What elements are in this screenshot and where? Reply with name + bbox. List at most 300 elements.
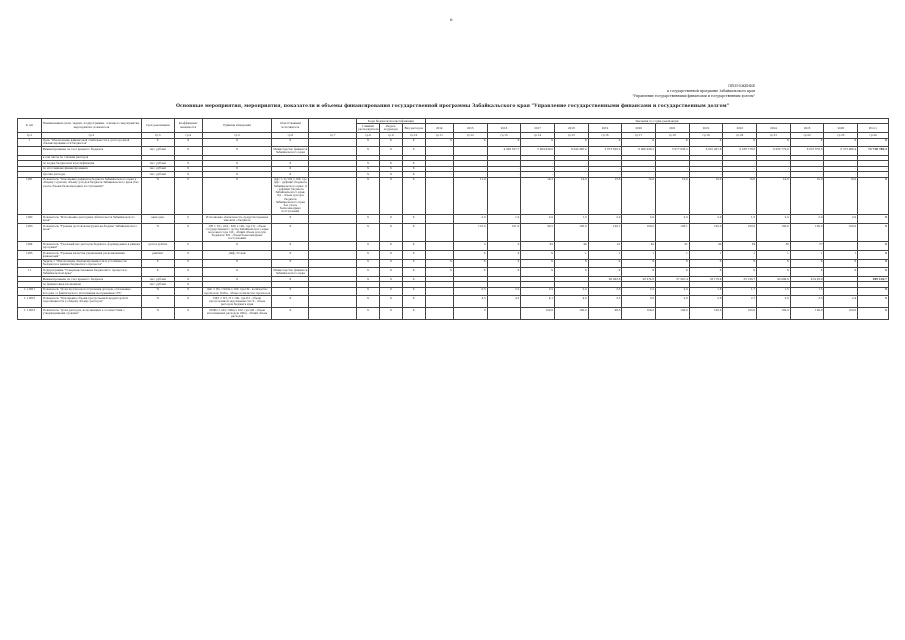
row-kbk: X <box>379 276 402 281</box>
row-year-value: 1,8 <box>689 287 723 296</box>
row-year-value: X <box>521 259 555 268</box>
row-year-value: 38 <box>757 242 791 251</box>
row-year-value: X <box>723 259 757 268</box>
row-weight: X <box>174 287 202 296</box>
row-year-value: 2,0 <box>521 215 555 224</box>
column-number: гр.21 <box>757 133 791 138</box>
row-year-value: 1 <box>824 250 858 259</box>
row-kbk: X <box>402 215 425 224</box>
row-name: Показатель "Уровень качества управления региональными финансами" <box>41 250 141 259</box>
row-kbk: X <box>402 147 425 156</box>
row-resp: X <box>272 223 309 241</box>
row-kbk: X <box>357 287 380 296</box>
header-year: 2022 <box>689 124 723 133</box>
row-impl: рейтинг <box>141 250 174 259</box>
row-year-value: 100,0 <box>790 223 824 241</box>
row-num: 1.1.ПП3 <box>18 308 42 320</box>
row-name: Подпрограмма "Совершенствование бюджетного процесса в Забайкальском крае" <box>41 268 141 277</box>
row-year-value: X <box>790 138 824 147</box>
row-impl: тыс. рублей <box>141 172 174 177</box>
row-year-value: 35 139,7 <box>723 276 757 281</box>
row-kbk: X <box>357 308 380 320</box>
row-year-value: 1,5 <box>723 215 757 224</box>
row-total: X <box>858 308 889 320</box>
row-unit: X <box>202 259 272 268</box>
row-resp: Дфс = Д / ОД х 100, где Дфс - дефицит бюджета Забайкальского края; Д - дефицит бюджета Забайкальского края; ОД - объем доходов бюджета Забайкальского края без учета безвозмездных поступлений <box>273 178 307 214</box>
row-year-value: 100,0 <box>757 223 791 241</box>
row-unit: Исполнение обязательств, предусмотренных законом о бюджете <box>202 215 272 224</box>
row-year-value <box>824 287 858 296</box>
row-total: 0 <box>858 242 889 251</box>
row-impl: тыс. рублей <box>141 282 174 287</box>
row-year-value: 41 <box>656 242 690 251</box>
row-blank <box>309 287 357 296</box>
row-year-value <box>824 242 858 251</box>
row-year-value: 474 03,9 <box>790 276 824 281</box>
row-year-value: - <box>622 172 656 177</box>
row-kbk: X <box>357 138 380 147</box>
row-year-value: 0 <box>487 242 521 251</box>
row-kbk: X <box>357 161 380 166</box>
row-impl: ежегодно <box>141 215 174 224</box>
row-num: 1 <box>18 138 42 147</box>
row-year-value <box>453 147 487 156</box>
row-year-value: - <box>453 172 487 177</box>
row-name: в том числе по статьям расходов <box>41 155 141 160</box>
appendix-label: ПРИЛОЖЕНИЕ <box>728 84 755 88</box>
table-row <box>18 268 889 277</box>
row-year-value: 60 903,6 <box>588 276 622 281</box>
row-kbk: X <box>402 308 425 320</box>
row-year-value: 3,5 <box>588 296 622 308</box>
row-year-value: - <box>622 161 656 166</box>
row-blank <box>309 259 357 268</box>
page-number: 6 <box>450 17 453 22</box>
row-year-value: 0,5 <box>453 287 487 296</box>
row-year-value: - <box>425 166 453 171</box>
header-unit: Единица измерения <box>202 119 272 133</box>
row-weight: X <box>174 138 202 147</box>
column-number: гр.15 <box>554 133 588 138</box>
row-year-value: X <box>487 250 521 259</box>
row-kbk: X <box>379 166 402 171</box>
row-name: по источникам финансирования <box>41 166 141 171</box>
row-name: Финансирование за счет краевого бюджета <box>41 147 141 156</box>
row-year-value: - <box>824 161 858 166</box>
column-number: гр.20 <box>723 133 757 138</box>
row-weight: X <box>174 308 202 320</box>
row-weight: X <box>174 172 202 177</box>
row-year-value: 6 043 485,4 <box>554 147 588 156</box>
row-total: X <box>858 250 889 259</box>
row-year-value: 100,1 <box>656 223 690 241</box>
row-name: по финансовым вложениям <box>41 282 141 287</box>
header-year: 2014 <box>425 124 453 133</box>
row-year-value: X <box>487 138 521 147</box>
row-year-value: 1 <box>622 250 656 259</box>
row-year-value: 6 373 988,4 <box>824 147 858 156</box>
row-year-value: - <box>521 166 555 171</box>
row-year-value: X <box>824 259 858 268</box>
row-year-value: 10,0 <box>757 177 791 215</box>
row-year-value: 100,0 <box>554 308 588 320</box>
row-year-value: 100,0 <box>790 308 824 320</box>
table-row <box>18 138 889 147</box>
row-year-value: - <box>588 161 622 166</box>
row-year-value: 2,0 <box>453 215 487 224</box>
row-year-value: 40 <box>689 242 723 251</box>
row-name: Показатель "Доля расходов, исполненных в соответствии с утвержденными сроками" <box>41 308 141 320</box>
row-unit: X <box>202 177 272 215</box>
row-kbk: X <box>402 161 425 166</box>
row-kbk: X <box>402 259 425 268</box>
row-blank <box>309 138 357 147</box>
row-impl: тыс. рублей <box>141 147 174 156</box>
column-number: гр.10 <box>402 133 425 138</box>
row-kbk: X <box>402 223 425 241</box>
column-number: гр.23 <box>824 133 858 138</box>
row-year-value: X <box>824 268 858 277</box>
row-year-value: 4,1 <box>521 296 555 308</box>
row-kbk: X <box>402 296 425 308</box>
row-year-value: 100,1 <box>588 223 622 241</box>
column-number: гр.13 <box>487 133 521 138</box>
row-name: Показатель "Уровень долговой нагрузки на бюджет Забайкальского края" <box>41 223 141 241</box>
row-year-value: 4,0 <box>554 296 588 308</box>
row-year-value <box>487 177 521 215</box>
row-year-value: 44 <box>554 242 588 251</box>
row-year-value: - <box>723 166 757 171</box>
row-unit: Дпп = Пп / Побщ х 100, где Пп - количество прогнозов; Побщ - общее количество прогнозов <box>204 288 271 295</box>
column-number: гр.24 <box>858 133 889 138</box>
row-year-value: 5 084 939,0 <box>521 147 555 156</box>
row-year-value: - <box>425 172 453 177</box>
row-year-value: - <box>622 166 656 171</box>
row-resp: X <box>272 138 309 147</box>
column-number: гр.17 <box>622 133 656 138</box>
row-year-value: - <box>588 172 622 177</box>
row-year-value: X <box>425 268 453 277</box>
row-kbk: X <box>379 296 402 308</box>
column-number: гр.6 <box>272 133 309 138</box>
row-unit: ДН = ГД / (ОД - БП) х 100, где ГД - объем государственного долга Забайкальского края на конец года; ОД - общий объем доходов бюджета; БП - объем безвозмездных поступлений <box>202 223 272 241</box>
row-total: X <box>858 296 889 308</box>
row-weight: X <box>174 161 202 166</box>
row-num: ЦП1 <box>18 177 42 215</box>
row-year-value: 37 <box>790 242 824 251</box>
table-row <box>18 147 889 156</box>
row-year-value: - <box>453 161 487 166</box>
row-year-value: 2,5 <box>790 296 824 308</box>
row-impl: тыс. рублей <box>141 166 174 171</box>
row-kbk: X <box>379 268 402 277</box>
row-weight: X <box>174 296 202 308</box>
column-number: гр.2 <box>41 133 141 138</box>
row-impl: % <box>141 223 174 241</box>
row-year-value: 2,8 <box>656 296 690 308</box>
row-year-value: 1 <box>757 250 791 259</box>
row-year-value: 1 <box>588 250 622 259</box>
row-year-value: - <box>554 172 588 177</box>
row-kbk: X <box>379 147 402 156</box>
row-weight: 0 <box>174 242 202 251</box>
row-impl: X <box>141 259 174 268</box>
row-year-value: 10,0 <box>723 177 757 215</box>
row-impl: % <box>141 287 174 296</box>
row-year-value: X <box>487 259 521 268</box>
row-year-value: X <box>757 268 791 277</box>
header-year: 2024 <box>757 124 791 133</box>
row-name: Задача 1 "Обеспечение сбалансированности и устойчивости бюджетов в рамках бюджетного процесса" <box>41 259 141 268</box>
row-weight: X <box>174 147 202 156</box>
row-total: - <box>858 166 889 171</box>
row-year-value: 100,0 <box>554 223 588 241</box>
row-unit: ОИРО = ОИ / ОБщ х 100, где ОИ - объем исполненных расходов; ОБщ - общий объем расходов <box>202 308 272 320</box>
row-num: ЦП4 <box>18 242 42 251</box>
row-year-value: 1,5 <box>790 287 824 296</box>
row-kbk: X <box>357 215 380 224</box>
row-year-value: 4,5 <box>487 296 521 308</box>
row-unit: ПКЗ = ПЗ / Р х 100, где ПЗ - объем просроченной задолженности; Р - объем расходов бюджета края <box>202 296 272 308</box>
row-year-value: - <box>790 166 824 171</box>
row-year-value: X <box>790 268 824 277</box>
row-year-value: 14,2 <box>521 177 555 215</box>
row-total: 189 126,7 <box>858 276 889 281</box>
row-year-value: - <box>656 166 690 171</box>
row-year-value: 10,0 <box>656 177 690 215</box>
header-name: Наименование цели, задачи, подпрограммы, основного мероприятия, мероприятия, показателя <box>41 119 141 133</box>
row-year-value: X <box>790 259 824 268</box>
row-year-value: - <box>487 172 521 177</box>
row-year-value: 11,9 <box>453 177 487 215</box>
row-year-value: 99,5 <box>588 308 622 320</box>
row-year-value: X <box>723 268 757 277</box>
header-year: 2019 <box>588 124 622 133</box>
row-year-value: 2,6 <box>757 296 791 308</box>
row-year-value: - <box>723 161 757 166</box>
row-resp: X <box>272 276 309 281</box>
header-kbk-type: Вид расходов <box>402 124 425 133</box>
program-table <box>17 118 889 320</box>
row-kbk: X <box>402 172 425 177</box>
row-year-value: - <box>757 166 791 171</box>
column-number: гр.5 <box>202 133 272 138</box>
appendix-program-name: "Управление государственными финансами и государственным долгом" <box>632 93 755 98</box>
row-year-value: 0 <box>453 308 487 320</box>
row-kbk: X <box>379 177 402 215</box>
row-kbk: X <box>357 177 380 215</box>
row-resp: X <box>272 215 309 224</box>
table-row <box>18 259 889 268</box>
row-year-value: - <box>554 166 588 171</box>
row-year-value: 100,0 <box>757 308 791 320</box>
row-year-value: X <box>622 138 656 147</box>
row-year-value <box>425 147 453 156</box>
row-year-value: X <box>622 259 656 268</box>
row-year-value <box>425 215 453 224</box>
row-year-value: X <box>521 250 555 259</box>
row-impl: тыс. рублей <box>141 276 174 281</box>
row-year-value: - <box>656 172 690 177</box>
row-year-value: 2,0 <box>790 215 824 224</box>
row-year-value: - <box>790 161 824 166</box>
header-total: Итого <box>858 124 889 133</box>
row-impl: % <box>141 177 174 215</box>
row-year-value: - <box>757 172 791 177</box>
row-year-value: - <box>588 166 622 171</box>
row-year-value: - <box>723 172 757 177</box>
row-blank <box>309 215 357 224</box>
row-kbk: X <box>357 276 380 281</box>
row-kbk: X <box>357 172 380 177</box>
row-year-value: 10,0 <box>622 177 656 215</box>
row-total: X <box>858 287 889 296</box>
row-kbk: X <box>402 268 425 277</box>
row-year-value: 4,5 <box>453 296 487 308</box>
row-kbk: X <box>379 161 402 166</box>
header-resp: Ответственный исполнитель <box>272 119 309 133</box>
row-year-value: X <box>425 259 453 268</box>
row-num: ЦП2 <box>18 215 42 224</box>
row-kbk: X <box>402 242 425 251</box>
row-year-value: - <box>824 172 858 177</box>
row-num: 1.1.ПП1 <box>18 287 42 296</box>
row-year-value: 2,2 <box>622 287 656 296</box>
row-unit: X <box>202 268 272 277</box>
row-year-value: 10,0 <box>790 177 824 215</box>
row-name: по кодам бюджетной классификации <box>41 161 141 166</box>
row-year-value: 2,0 <box>656 287 690 296</box>
row-unit: X <box>202 161 272 166</box>
row-year-value: 4 926 527,7 <box>487 147 521 156</box>
row-year-value: 2,0 <box>656 215 690 224</box>
row-kbk: X <box>357 147 380 156</box>
row-year-value: - <box>453 166 487 171</box>
row-year-value <box>425 223 453 241</box>
row-year-value: - <box>757 161 791 166</box>
row-weight: X <box>174 250 202 259</box>
row-year-value: 2,0 <box>824 215 858 224</box>
row-year-value: 100,0 <box>824 223 858 241</box>
row-resp: Министерство финансов Забайкальского края <box>273 147 308 154</box>
header-blank <box>309 119 357 133</box>
row-year-value <box>425 296 453 308</box>
row-kbk: X <box>357 268 380 277</box>
row-weight: 0 <box>174 177 202 215</box>
row-year-value: 45 090,6 <box>757 276 791 281</box>
row-year-value: 100,0 <box>723 308 757 320</box>
row-year-value: - <box>689 172 723 177</box>
row-kbk: X <box>379 287 402 296</box>
row-year-value: - <box>656 161 690 166</box>
column-number: гр.4 <box>174 133 202 138</box>
row-year-value: 2,0 <box>757 215 791 224</box>
row-year-value: 1 <box>723 250 757 259</box>
document-title: Основные мероприятия, мероприятия, показатели и объемы финансирования государственной программы Забайкальского края "Управление государственными финансами и государственным долгом" <box>175 104 730 109</box>
row-name: Показатель "Исполнение расходных обязательств Забайкальского края" <box>41 215 141 224</box>
row-year-value: 101,0 <box>487 223 521 241</box>
row-year-value: X <box>554 138 588 147</box>
row-year-value: X <box>453 138 487 147</box>
row-total: X <box>858 259 889 268</box>
column-number: гр.7 <box>309 133 357 138</box>
header-kbk-grbs: Главный распорядитель <box>358 125 379 132</box>
row-kbk: X <box>379 259 402 268</box>
row-num: ЦП5 <box>18 250 42 259</box>
row-unit: Дмф / Ролей <box>202 250 272 259</box>
row-year-value: 14,4 <box>554 177 588 215</box>
row-total: X <box>858 268 889 277</box>
row-resp: X <box>272 161 309 166</box>
column-number: гр.8 <box>357 133 380 138</box>
row-kbk: X <box>357 223 380 241</box>
row-year-value: 2,0 <box>622 215 656 224</box>
row-year-value <box>425 250 453 259</box>
table-row <box>18 308 889 320</box>
row-resp: X <box>272 166 309 171</box>
row-blank <box>309 147 357 156</box>
header-year: 2026 <box>824 124 858 133</box>
row-name: Цель "Обеспечение финансовой стабильности и долгосрочной сбалансированности бюджетов" <box>41 138 141 147</box>
row-weight: X <box>174 259 202 268</box>
row-year-value: 6 188 778,6 <box>723 147 757 156</box>
row-year-value: X <box>757 259 791 268</box>
row-year-value: - <box>554 161 588 166</box>
row-year-value: 1 <box>656 250 690 259</box>
row-year-value <box>425 242 453 251</box>
row-kbk: X <box>379 250 402 259</box>
row-kbk: X <box>402 276 425 281</box>
row-total: X <box>858 138 889 147</box>
row-kbk: X <box>357 296 380 308</box>
row-resp: X <box>272 296 309 308</box>
row-year-value: X <box>588 138 622 147</box>
row-name: Показатель "Отношение дефицита бюджета Забайкальского края к общему годовому объему доходов бюджета Забайкальского края (без учета объема безвозмездных поступлений)" <box>41 177 141 215</box>
row-year-value: X <box>554 268 588 277</box>
header-kbk-group: Коды бюджетной классификации <box>357 119 426 124</box>
row-year-value: - <box>487 166 521 171</box>
row-name: Показатель "Доля прогнозов поступления доходов, отклонение которых от фактического исполнения не превышает 5%" <box>41 287 141 296</box>
row-year-value: 1,0 <box>487 215 521 224</box>
row-year-value: 99,5 <box>521 223 555 241</box>
row-unit: X <box>202 172 272 177</box>
table-row <box>18 296 889 308</box>
row-year-value: 100,0 <box>622 223 656 241</box>
row-year-value: X <box>689 138 723 147</box>
table-row <box>18 177 889 215</box>
row-impl: X <box>141 138 174 147</box>
row-unit: X <box>202 276 272 281</box>
row-year-value: - <box>487 161 521 166</box>
row-year-value: X <box>757 138 791 147</box>
header-kbk-section: Раздел, подраздел <box>379 124 402 133</box>
row-year-value: 5 673 826,2 <box>588 147 622 156</box>
column-number: гр.22 <box>790 133 824 138</box>
table-row <box>18 242 889 251</box>
row-num <box>18 259 42 268</box>
row-weight: X <box>174 166 202 171</box>
row-kbk: X <box>402 250 425 259</box>
row-total: - <box>858 161 889 166</box>
row-resp: X <box>272 287 309 296</box>
header-by-years: Значения по годам реализации <box>425 119 888 124</box>
row-year-value: - <box>521 161 555 166</box>
header-year: 2021 <box>656 124 690 133</box>
row-year-value: - <box>425 161 453 166</box>
row-year-value: 6 001 407,8 <box>689 147 723 156</box>
row-year-value: 100,0 <box>656 308 690 320</box>
row-year-value: X <box>453 250 487 259</box>
